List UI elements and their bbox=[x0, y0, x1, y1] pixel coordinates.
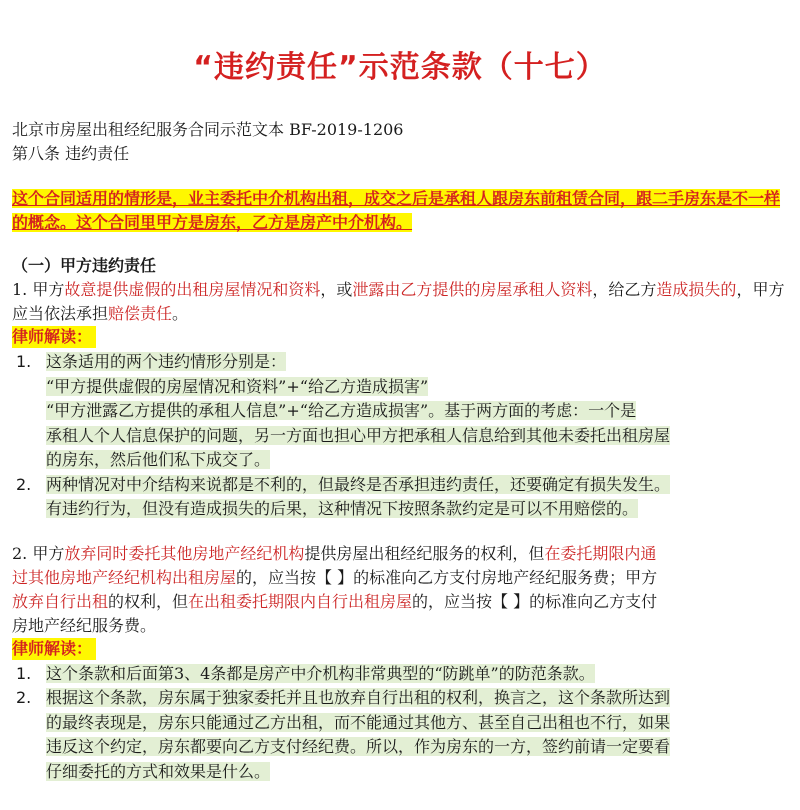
article-heading: 第八条 违约责任 bbox=[12, 144, 130, 163]
clause-2-text-f: 房地产经纪服务费。 bbox=[12, 615, 157, 635]
clause-2-highlight-a: 放弃同时委托其他房地产经纪机构 bbox=[64, 543, 305, 563]
clause-1-text-c: ，给乙方 bbox=[592, 280, 657, 299]
clause-1-text-a: 1. 甲方 bbox=[12, 280, 65, 299]
lawyer-interpretation-label: 律师解读： bbox=[12, 326, 96, 348]
list-item-line: 的最终表现是，房东只能通过乙方出租，而不能通过其他方、甚至自己出租也不行，如果 bbox=[46, 712, 671, 732]
page-title: “违约责任”示范条款（十七） bbox=[193, 50, 607, 85]
list-item-number: 1. bbox=[16, 352, 32, 371]
lawyer-label-1-wrap bbox=[12, 326, 788, 348]
lawyer-interpretation-label: 律师解读： bbox=[12, 638, 96, 660]
list-item-number: 2. bbox=[16, 688, 32, 707]
clause-2-text-e: 的，应当按【 】的标准向乙方支付 bbox=[412, 591, 658, 611]
list-item-line: “甲方泄露乙方提供的承租人信息”+“给乙方造成损害”。基于两方面的考虑：一个是 bbox=[46, 401, 637, 420]
list-item bbox=[12, 662, 788, 687]
clause-2-text-a: 2. 甲方 bbox=[12, 543, 65, 563]
clause-1-highlight-d: 赔偿责任 bbox=[108, 304, 173, 323]
clause-2-highlight-d: 在出租委托期限内自行出租房屋 bbox=[188, 591, 413, 611]
list-item-line: 根据这个条款，房东属于独家委托并且也放弃自行出租的权利，换言之，这个条款所达到 bbox=[46, 688, 671, 707]
list-item-line: 仔细委托的方式和效果是什么。 bbox=[46, 761, 271, 781]
clause-2-highlight-c: 放弃自行出租 bbox=[12, 591, 109, 611]
lawyer-label-2-wrap bbox=[12, 638, 788, 660]
clause-2-highlight-b: 在委托期限内通 bbox=[544, 543, 657, 563]
list-item-line: 有违约行为，但没有造成损失的后果，这种情况下按照条款约定是可以不用赔偿的。 bbox=[46, 499, 639, 518]
clause-2 bbox=[12, 542, 788, 638]
clause-2-text-b: 提供房屋出租经纪服务的权利，但 bbox=[304, 543, 545, 563]
list-item-line: 这条适用的两个违约情形分别是： bbox=[46, 352, 287, 371]
list-item-line: 两种情况对中介结构来说都是不利的，但最终是否承担违约责任，还要确定有损失发生。 bbox=[46, 474, 671, 494]
clause-1-text-b: ，或 bbox=[320, 280, 353, 299]
list-item-line: “甲方提供虚假的房屋情况和资料”+“给乙方造成损害” bbox=[46, 376, 429, 396]
list-item bbox=[12, 473, 788, 522]
clause-2-text-d: 的权利，但 bbox=[108, 591, 189, 611]
list-item-line: 违反这个约定，房东都要向乙方支付经纪费。所以，作为房东的一方，签约前请一定要看 bbox=[46, 737, 671, 756]
interpretation-list-1 bbox=[12, 350, 788, 522]
interpretation-list-2 bbox=[12, 662, 788, 785]
document-name: 北京市房屋出租经纪服务合同示范文本 BF-2019-1206 bbox=[12, 120, 404, 139]
list-item-number: 2. bbox=[16, 474, 32, 494]
clause-1 bbox=[12, 278, 788, 326]
clause-1-highlight-b: 泄露由乙方提供的房屋承租人资料 bbox=[352, 280, 593, 299]
list-item-line: 这个条款和后面第3、4条都是房产中介机构非常典型的“防跳单”的防范条款。 bbox=[46, 663, 595, 683]
list-item bbox=[12, 350, 788, 473]
list-item-number: 1. bbox=[16, 663, 32, 683]
clause-1-text-e: 。 bbox=[172, 304, 189, 323]
clause-2-highlight-b2: 过其他房地产经纪机构出租房屋 bbox=[12, 567, 237, 587]
notice-text: 这个合同适用的情形是，业主委托中介机构出租，成交之后是承租人跟房东前租赁合同，跟二手房东是不一样的概念。这个合同里甲方是房东，乙方是房产中介机构。 bbox=[12, 189, 781, 232]
clause-1-text-d: ，甲方应当依法承担 bbox=[12, 280, 785, 323]
clause-1-highlight-c: 造成损失的 bbox=[656, 280, 737, 299]
clause-2-text-c: 的，应当按【 】的标准向乙方支付房地产经纪服务费；甲方 bbox=[236, 567, 658, 587]
list-item-line: 的房东，然后他们私下成交了。 bbox=[46, 450, 271, 469]
applicability-notice bbox=[12, 187, 788, 235]
list-item-line: 承租人个人信息保护的问题，另一方面也担心甲方把承租人信息给到其他未委托出租房屋 bbox=[46, 425, 671, 445]
list-item bbox=[12, 686, 788, 784]
section-title: （一）甲方违约责任 bbox=[12, 256, 157, 275]
clause-1-highlight-a: 故意提供虚假的出租房屋情况和资料 bbox=[64, 280, 321, 299]
